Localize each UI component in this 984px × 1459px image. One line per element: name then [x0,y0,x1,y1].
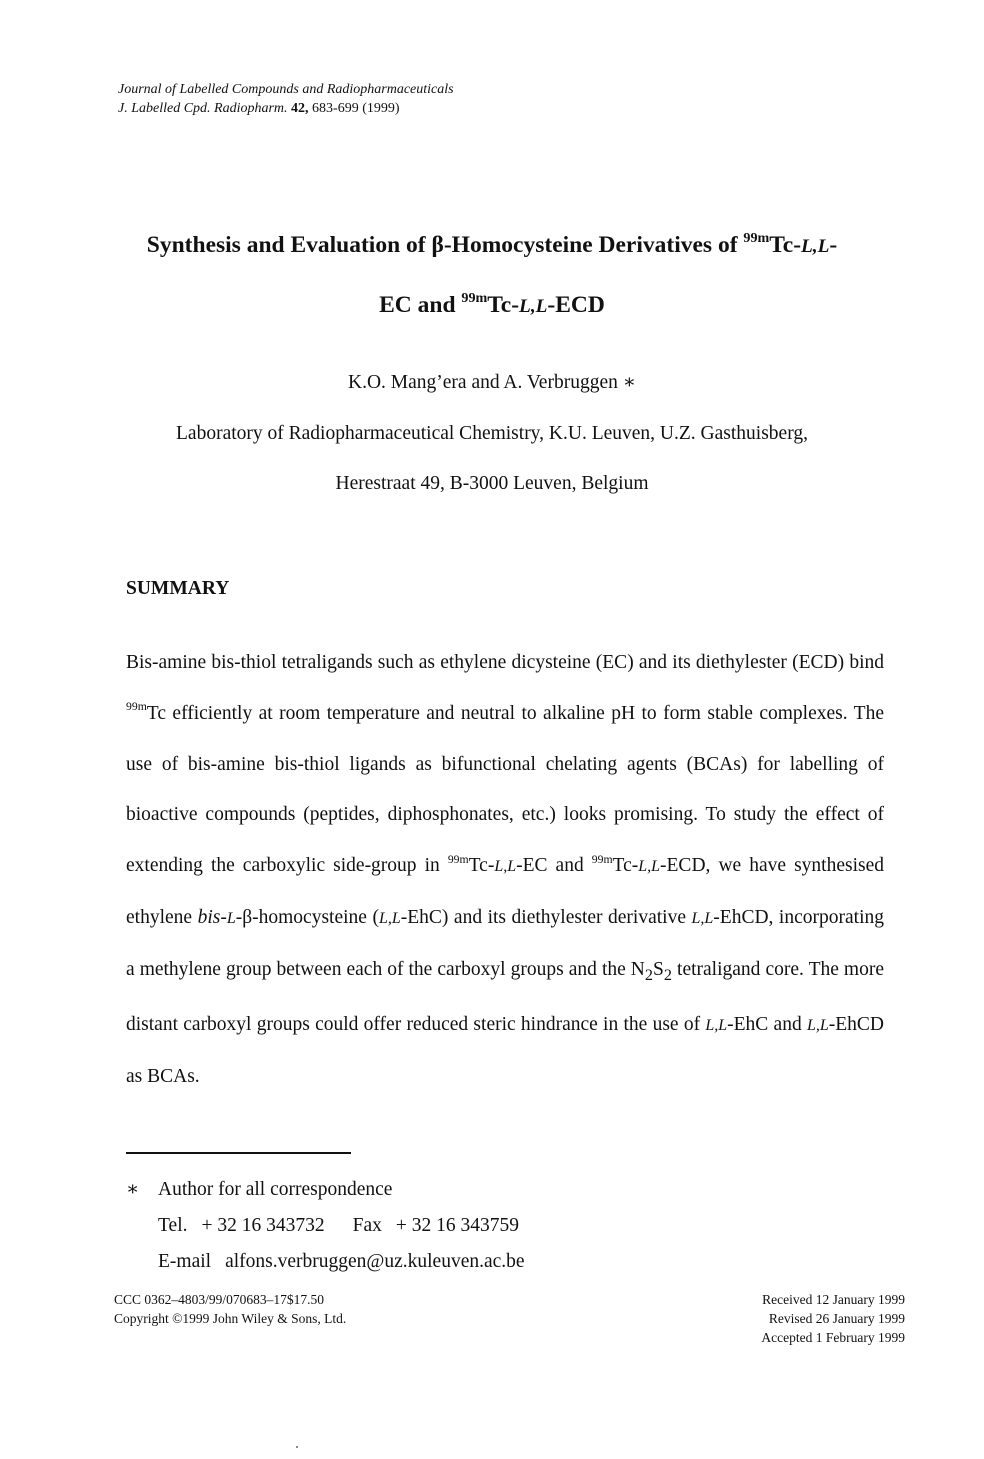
summary-stereo-descriptor: L,L [494,858,517,876]
tel-number: + 32 16 343732 [201,1215,325,1236]
ccc-code: CCC 0362–4803/99/070683–17$17.50 [114,1292,325,1307]
summary-paragraph [126,638,884,1103]
paper-title-line-1 [100,229,884,259]
summary-superscript: 99m [126,700,147,714]
affiliation-line-1: Laboratory of Radiopharmaceutical Chemistry, K.U. Leuven, U.Z. Gasthuisberg, [176,423,808,444]
title-text: EC and [379,292,462,318]
summary-text: Tc- [612,855,639,877]
summary-text: -β-homocysteine ( [235,906,379,928]
journal-header [118,80,454,118]
fax-label: Fax [352,1215,382,1236]
email-label: E-mail [158,1251,212,1272]
summary-text: Bis-amine bis-thiol tetraligands such as ethylene dicysteine (EC) and its diethylester (ECD) bind [126,652,884,673]
footnote-phone-row [126,1208,525,1244]
authors: K.O. Mang’era and A. Verbruggen ∗ [348,372,636,393]
summary-italic: bis [197,906,221,928]
summary-text: - [220,906,227,928]
footnote-text: Author for all correspondence [158,1179,393,1200]
footnote-email-row [126,1244,525,1280]
summary-text: S [653,958,664,980]
footnote-divider [126,1152,351,1154]
title-text: - [829,232,838,258]
citation-abbrev: J. Labelled Cpd. Radiopharm. [118,101,288,116]
paper-title-line-2 [100,289,884,319]
summary-stereo-descriptor: L,L [705,1017,728,1035]
correspondence-footnote [126,1172,525,1280]
citation-pages: 683-699 (1999) [312,101,400,116]
summary-stereo-descriptor: L,L [806,1017,829,1035]
summary-stereo-descriptor: L [226,909,236,927]
summary-stereo-descriptor: L,L [378,909,401,927]
title-text: Synthesis and Evaluation of β-Homocysteine Derivatives of [146,232,744,258]
title-superscript: 99m [743,229,770,246]
title-stereo-descriptor: L,L [519,296,548,317]
summary-stereo-descriptor: L,L [638,858,661,876]
summary-text: tetraligand core. The more distant carboxyl groups could offer reduced steric hindrance in the use of [126,958,884,1036]
citation-volume: 42, [291,101,309,116]
title-superscript: 99m [461,289,488,306]
received-date: Received 12 January 1999 [762,1292,905,1307]
fax-number: + 32 16 343759 [395,1215,519,1236]
journal-citation [118,99,454,118]
copyright-block [114,1290,346,1328]
summary-text: -ECD, we have synthesised ethylene [126,855,884,928]
summary-text: -EhC and [727,1014,807,1036]
summary-text: -EC and [516,855,592,877]
email-address: alfons.verbruggen@uz.kuleuven.ac.be [225,1251,525,1272]
accepted-date: Accepted 1 February 1999 [761,1330,905,1345]
title-text: Tc- [487,292,520,318]
tel-label: Tel. [158,1215,188,1236]
footnote-row [126,1172,525,1208]
summary-superscript: 99m [591,852,613,866]
title-stereo-descriptor: L,L [801,236,830,257]
summary-stereo-descriptor: L,L [691,909,714,927]
summary-text: -EhCD, incorporating a methylene group between each of the carboxyl groups and the N [126,906,884,980]
summary-superscript: 99m [447,852,469,866]
summary-subscript: 2 [644,965,654,984]
summary-text: -EhCD as BCAs. [126,1014,884,1088]
title-text: -ECD [547,292,605,318]
manuscript-dates [761,1290,905,1347]
summary-text: Tc- [468,855,495,877]
footnote-asterisk: ∗ [126,1179,140,1200]
summary-subscript: 2 [663,965,672,984]
affiliation-line-2: Herestraat 49, B-3000 Leuven, Belgium [335,473,649,494]
summary-text: Tc efficiently at room temperature and neutral to alkaline pH to form stable complexes. The use of bis-amine bis-thiol ligands as bifunctional chelating agents (BCAs) for labelling of bioactive compounds (peptides, diphosphonates, etc.) looks promising. To study the effect of extending the carboxylic side-group in [126,702,884,877]
summary-text: -EhC) and its diethylester derivative [400,906,692,928]
title-text: Tc- [769,232,802,258]
copyright-line: Copyright ©1999 John Wiley & Sons, Ltd. [114,1311,347,1326]
revised-date: Revised 26 January 1999 [768,1311,905,1326]
scan-speck [296,1446,298,1448]
summary-heading: SUMMARY [126,578,230,599]
journal-name: Journal of Labelled Compounds and Radiopharmaceuticals [118,82,454,97]
